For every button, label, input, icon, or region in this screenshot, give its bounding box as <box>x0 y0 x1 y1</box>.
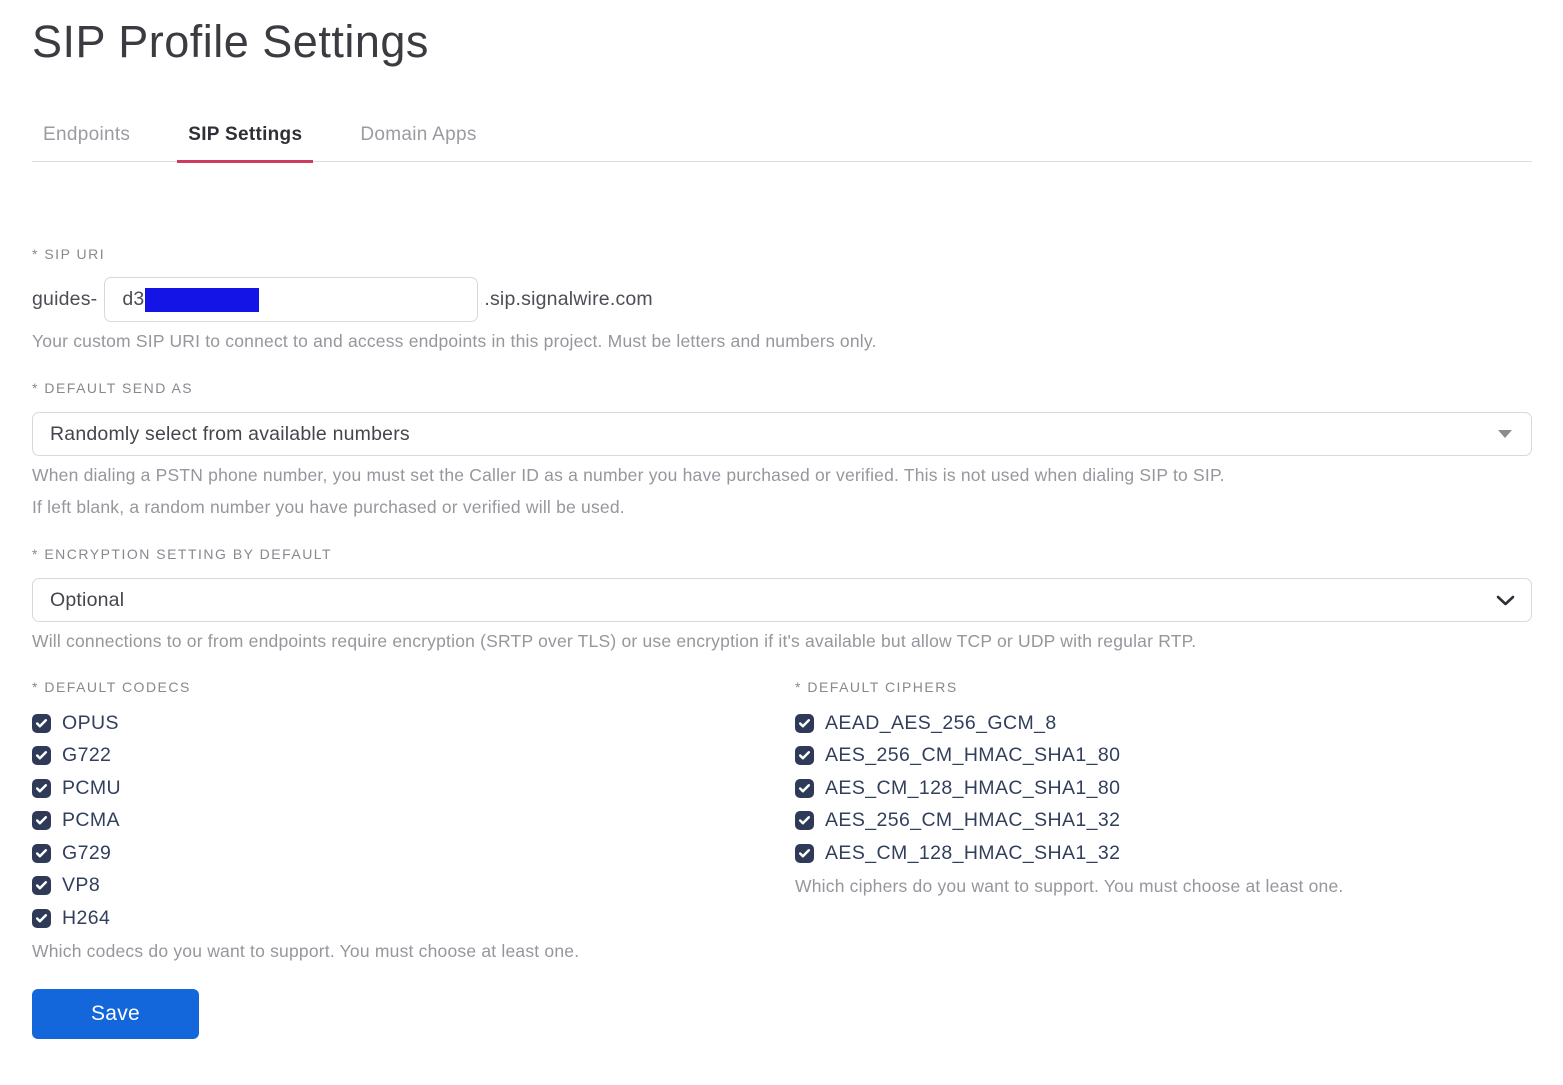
sip-uri-prefix: guides- <box>32 288 98 310</box>
sip-uri-suffix: .sip.signalwire.com <box>484 288 653 310</box>
codec-row <box>32 805 795 838</box>
codecs-help: Which codecs do you want to support. You must choose at least one. <box>32 940 580 961</box>
default-codecs-label: * DEFAULT CODECS <box>32 679 191 695</box>
ciphers-help: Which ciphers do you want to support. You must choose at least one. <box>795 875 1344 896</box>
encryption-section <box>32 546 1532 652</box>
tab-domain-apps[interactable]: Domain Apps <box>360 124 477 145</box>
cipher-list <box>795 707 1532 870</box>
cipher-row <box>795 740 1532 773</box>
codec-label: G722 <box>62 744 112 767</box>
codec-list <box>32 707 795 935</box>
redaction-overlay <box>145 288 259 312</box>
cipher-label: AEAD_AES_256_GCM_8 <box>825 711 1057 734</box>
page-title: SIP Profile Settings <box>32 16 429 67</box>
cipher-checkbox-checked[interactable] <box>795 714 814 733</box>
codec-checkbox-checked[interactable] <box>32 714 51 733</box>
cipher-checkbox-checked[interactable] <box>795 779 814 798</box>
codec-checkbox-checked[interactable] <box>32 844 51 863</box>
default-send-as-help-1: When dialing a PSTN phone number, you must set the Caller ID as a number you have purchased or verified. This is not used when dialing SIP to SIP. <box>32 465 1225 485</box>
codec-checkbox-checked[interactable] <box>32 811 51 830</box>
cipher-label: AES_CM_128_HMAC_SHA1_32 <box>825 841 1121 864</box>
default-ciphers-section <box>795 679 1532 1039</box>
default-send-as-select[interactable] <box>32 412 1532 456</box>
codec-row <box>32 902 795 935</box>
sip-uri-row <box>32 277 1532 322</box>
cipher-row <box>795 707 1532 740</box>
encryption-select[interactable] <box>32 578 1532 622</box>
codec-row <box>32 772 795 805</box>
encryption-value: Optional <box>50 588 125 611</box>
cipher-label: AES_256_CM_HMAC_SHA1_32 <box>825 809 1121 832</box>
codec-checkbox-checked[interactable] <box>32 746 51 765</box>
tab-sip-settings[interactable]: SIP Settings <box>177 124 313 163</box>
cipher-row <box>795 772 1532 805</box>
codec-cipher-columns <box>32 679 1532 1039</box>
codec-label: VP8 <box>62 874 101 897</box>
cipher-label: AES_CM_128_HMAC_SHA1_80 <box>825 776 1121 799</box>
codec-checkbox-checked[interactable] <box>32 909 51 928</box>
codec-checkbox-checked[interactable] <box>32 779 51 798</box>
dropdown-arrow-icon <box>1498 430 1512 438</box>
codec-label: G729 <box>62 841 112 864</box>
default-send-as-label: * DEFAULT SEND AS <box>32 380 194 396</box>
sip-profile-settings-page <box>0 16 1563 1039</box>
codec-label: PCMU <box>62 776 122 799</box>
sip-uri-section <box>32 246 1532 352</box>
default-ciphers-label: * DEFAULT CIPHERS <box>795 679 958 695</box>
codec-label: OPUS <box>62 711 119 734</box>
sip-uri-value: d3 <box>122 288 145 310</box>
codec-label: H264 <box>62 906 111 929</box>
cipher-row <box>795 805 1532 838</box>
encryption-help: Will connections to or from endpoints require encryption (SRTP over TLS) or use encryption if it's available but allow TCP or UDP with regular RTP. <box>32 631 1197 651</box>
cipher-checkbox-checked[interactable] <box>795 811 814 830</box>
sip-uri-input[interactable] <box>104 277 478 322</box>
tab-bar <box>32 124 1532 162</box>
sip-uri-label: * SIP URI <box>32 246 106 262</box>
codec-label: PCMA <box>62 809 120 832</box>
default-send-as-section <box>32 380 1532 518</box>
encryption-label: * ENCRYPTION SETTING BY DEFAULT <box>32 546 333 562</box>
cipher-checkbox-checked[interactable] <box>795 746 814 765</box>
default-send-as-value: Randomly select from available numbers <box>50 422 410 445</box>
tab-endpoints[interactable]: Endpoints <box>43 124 131 145</box>
codec-row <box>32 870 795 903</box>
chevron-down-icon <box>1496 595 1515 606</box>
default-codecs-section <box>32 679 795 1039</box>
cipher-checkbox-checked[interactable] <box>795 844 814 863</box>
codec-row <box>32 707 795 740</box>
codec-checkbox-checked[interactable] <box>32 876 51 895</box>
cipher-label: AES_256_CM_HMAC_SHA1_80 <box>825 744 1121 767</box>
sip-uri-help: Your custom SIP URI to connect to and access endpoints in this project. Must be letters and numbers only. <box>32 331 877 351</box>
cipher-row <box>795 837 1532 870</box>
codec-row <box>32 837 795 870</box>
default-send-as-help-2: If left blank, a random number you have purchased or verified will be used. <box>32 497 625 517</box>
codec-row <box>32 740 795 773</box>
save-button[interactable]: Save <box>32 989 199 1039</box>
